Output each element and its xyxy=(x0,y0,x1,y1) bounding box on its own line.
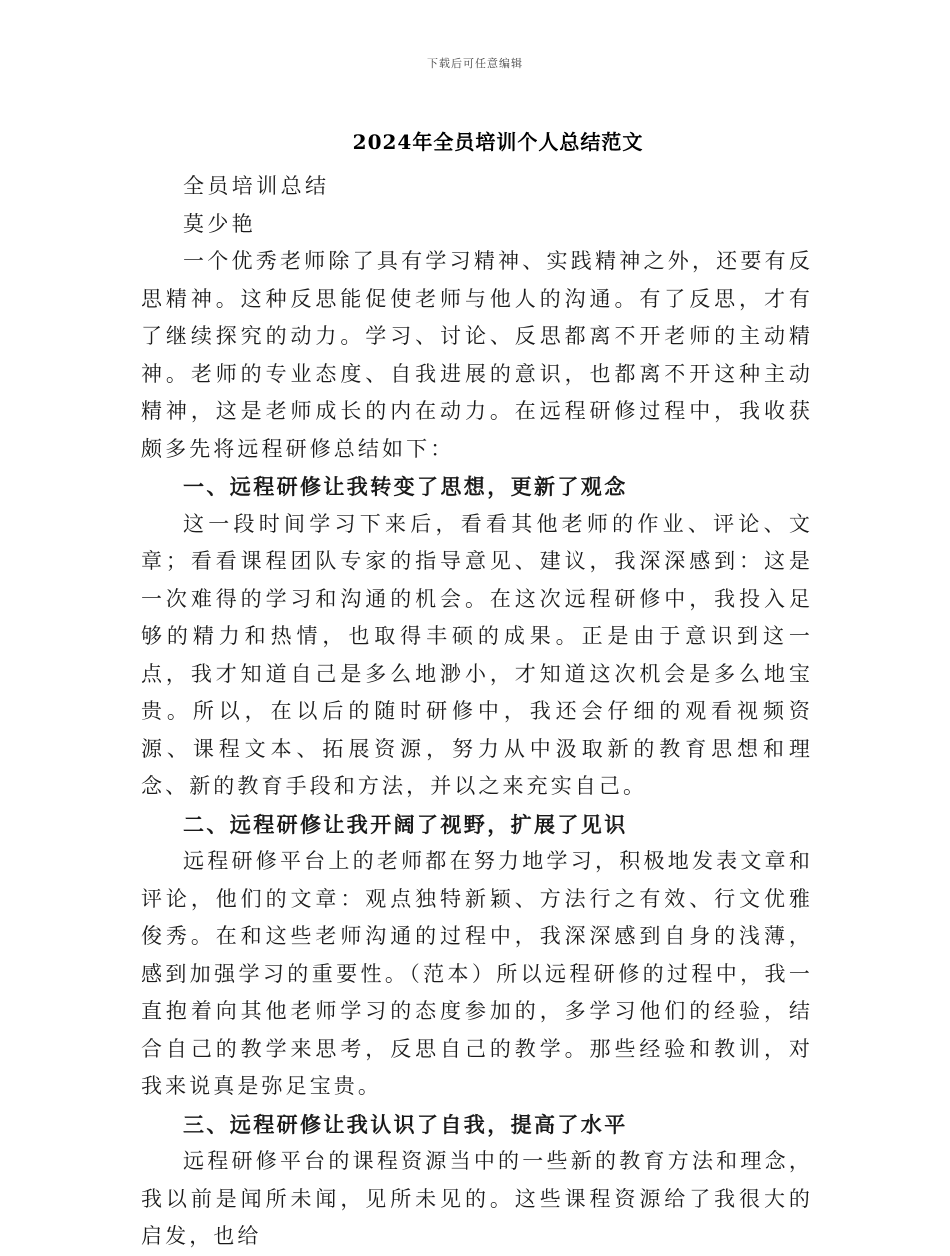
document-author: 莫少艳 xyxy=(183,211,257,236)
document-body xyxy=(141,168,813,1256)
body-paragraph: 远程研修平台上的老师都在努力地学习，积极地发表文章和评论，他们的文章：观点独特新颖、方法行之有效、行文优雅俊秀。在和这些老师沟通的过程中，我深深感到自身的浅薄，感到加强学习的重要性。（范本）所以远程研修的过程中，我一直抱着向其他老师学习的态度参加的，多学习他们的经验，结合自己的教学来思考，反思自己的教学。那些经验和教训，对我来说真是弥足宝贵。 xyxy=(141,849,813,1098)
section-heading: 二、远程研修让我开阔了视野，扩展了见识 xyxy=(183,811,628,837)
section-heading: 三、远程研修让我认识了自我，提高了水平 xyxy=(183,1111,628,1137)
body-paragraph: 一个优秀老师除了具有学习精神、实践精神之外，还要有反思精神。这种反思能促使老师与他人的沟通。有了反思，才有了继续探究的动力。学习、讨论、反思都离不开老师的主动精神。老师的专业态度、自我进展的意识，也都离不开这种主动精神，这是老师成长的内在动力。在远程研修过程中，我收获颇多先将远程研修总结如下： xyxy=(141,249,813,461)
document-subtitle: 全员培训总结 xyxy=(183,174,330,198)
body-paragraph: 远程研修平台的课程资源当中的一些新的教育方法和理念，我以前是闻所未闻，见所未见的。这些课程资源给了我很大的启发，也给 xyxy=(141,1149,813,1248)
section-heading: 一、远程研修让我转变了思想，更新了观念 xyxy=(183,474,628,499)
body-paragraph: 这一段时间学习下来后，看看其他老师的作业、评论、文章；看看课程团队专家的指导意见、建议，我深深感到：这是一次难得的学习和沟通的机会。在这次远程研修中，我投入足够的精力和热情，也取得丰硕的成果。正是由于意识到这一点，我才知道自己是多么地渺小，才知道这次机会是多么地宝贵。所以，在以后的随时研修中，我还会仔细的观看视频资源、课程文本、拓展资源，努力从中汲取新的教育思想和理念、新的教育手段和方法，并以之来充实自己。 xyxy=(141,511,813,798)
document-title: 2024年全员培训个人总结范文 xyxy=(352,130,644,154)
header-note: 下载后可任意编辑 xyxy=(427,57,523,70)
